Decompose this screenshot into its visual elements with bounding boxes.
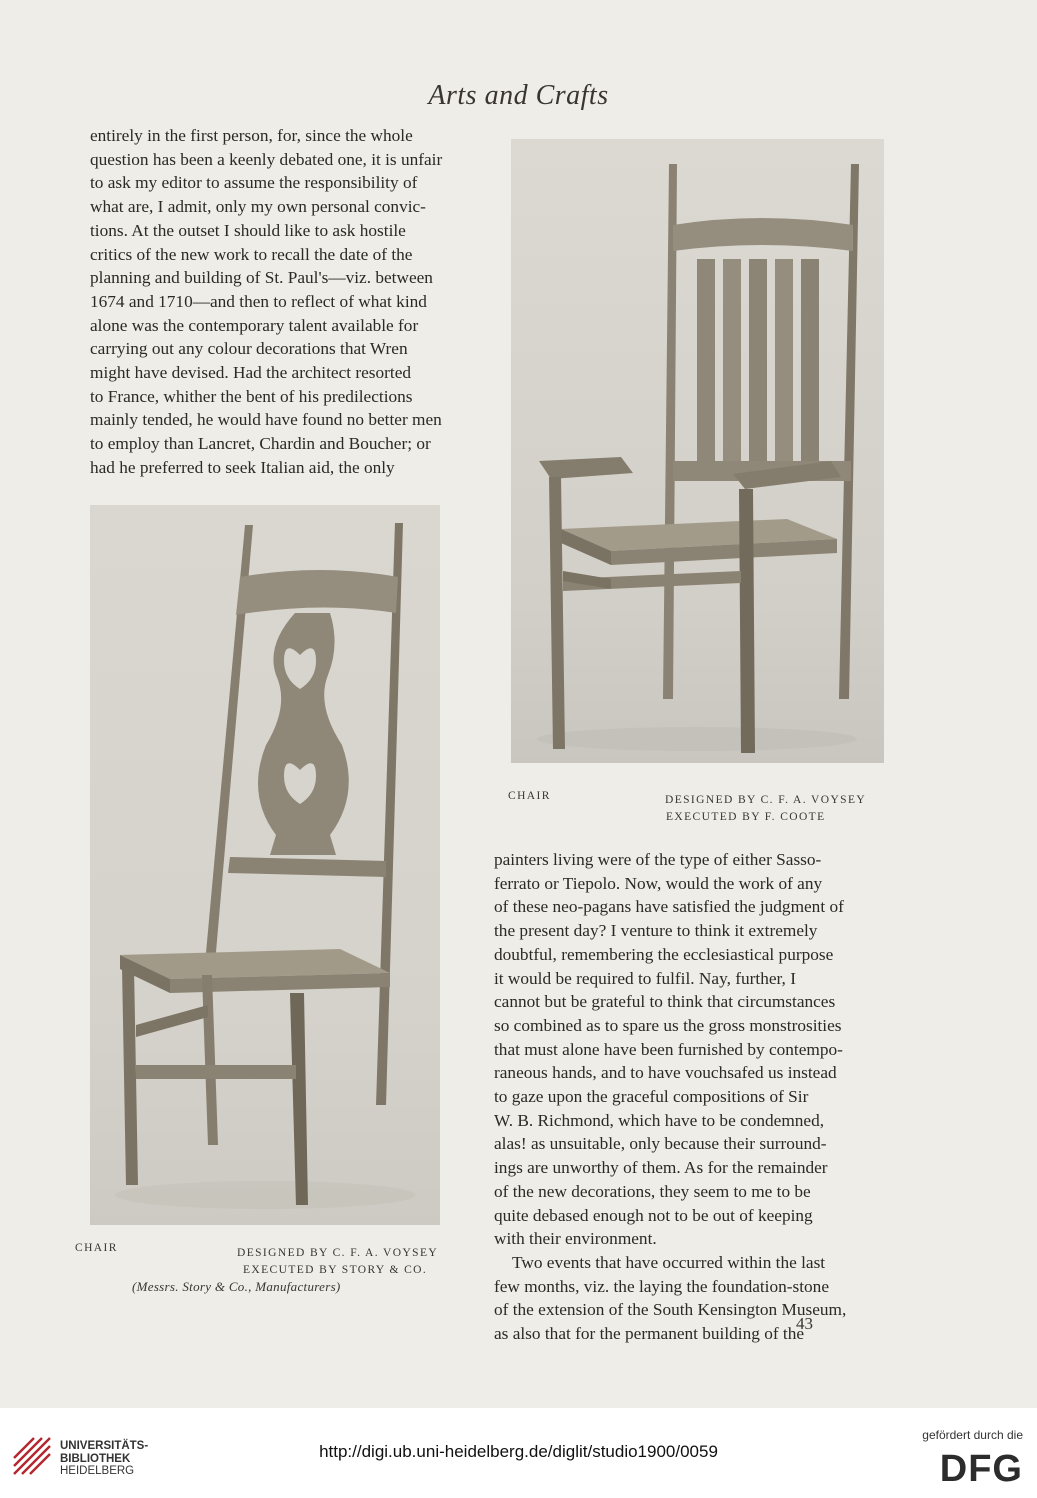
text-line: 1674 and 1710—and then to reflect of what kind <box>90 291 427 311</box>
right-text-column <box>494 848 872 1346</box>
text-line: W. B. Richmond, which have to be condemned, <box>494 1110 825 1130</box>
text-line: it would be required to fulfil. Nay, further, I <box>494 968 796 988</box>
text-line: tions. At the outset I should like to ask hostile <box>90 220 406 240</box>
text-line: entirely in the first person, for, since the whole <box>90 126 413 145</box>
text-line: mainly tended, he would have found no better men <box>90 410 442 430</box>
text-line: critics of the new work to recall the date of the <box>90 244 413 264</box>
armchair-photo <box>511 139 884 763</box>
text-line: raneous hands, and to have vouchsafed us instead <box>494 1063 837 1083</box>
figure-caption-credit: (Messrs. Story & Co., Manufacturers) <box>132 1279 341 1294</box>
text-line: alone was the contemporary talent available for <box>90 315 419 335</box>
figure-caption-designer: DESIGNED BY C. F. A. VOYSEY <box>665 794 867 806</box>
text-line: to employ than Lancret, Chardin and Boucher; or <box>90 434 431 454</box>
figure-caption-designer: DESIGNED BY C. F. A. VOYSEY <box>237 1247 439 1259</box>
text-line: of the new decorations, they seem to me to be <box>494 1181 811 1201</box>
text-line: doubtful, remembering the ecclesiastical purpose <box>494 944 834 964</box>
text-line: Two events that have occurred within the last <box>512 1252 826 1272</box>
text-line: had he preferred to seek Italian aid, the only <box>90 457 395 477</box>
text-line: the present day? I venture to think it extremely <box>494 921 818 941</box>
dfg-logo: DFG <box>939 1448 1023 1490</box>
text-line: to ask my editor to assume the responsibility of <box>90 173 418 193</box>
page-title: Arts and Crafts <box>428 80 609 111</box>
text-line: cannot but be grateful to think that circumstances <box>494 992 836 1012</box>
figure-caption-label: CHAIR <box>75 1242 118 1254</box>
text-line: of the extension of the South Kensington Museum, <box>494 1300 847 1320</box>
text-line: ferrato or Tiepolo. Now, would the work of any <box>494 873 823 893</box>
library-name: UNIVERSITÄTS- BIBLIOTHEK HEIDELBERG <box>60 1440 149 1477</box>
text-line: question has been a keenly debated one, it is unfair <box>90 149 443 169</box>
text-line: alas! as unsuitable, only because their surround- <box>494 1134 827 1154</box>
text-line: with their environment. <box>494 1229 657 1249</box>
text-line: what are, I admit, only my own personal convic- <box>90 197 426 217</box>
figure-caption-label: CHAIR <box>508 790 551 802</box>
source-url-link[interactable]: http://digi.ub.uni-heidelberg.de/diglit/studio1900/0059 <box>319 1442 718 1461</box>
text-line: that must alone have been furnished by contempo- <box>494 1039 843 1059</box>
figure-caption-maker: EXECUTED BY F. COOTE <box>666 811 826 823</box>
text-line: to gaze upon the graceful compositions of Sir <box>494 1087 809 1107</box>
text-line: of these neo-pagans have satisfied the judgment of <box>494 897 844 917</box>
text-line: to France, whither the bent of his predilections <box>90 386 413 406</box>
text-line: painters living were of the type of either Sasso- <box>494 850 822 869</box>
high-back-chair-photo <box>90 505 440 1225</box>
page-number: 43 <box>796 1314 813 1333</box>
text-line: ings are unworthy of them. As for the remainder <box>494 1158 828 1178</box>
text-line: carrying out any colour decorations that Wren <box>90 339 408 359</box>
text-line: quite debased enough not to be out of keeping <box>494 1205 813 1225</box>
text-line: might have devised. Had the architect resorted <box>90 363 412 383</box>
figure-caption-maker: EXECUTED BY STORY & CO. <box>243 1264 428 1276</box>
digitization-footer <box>0 1408 1037 1498</box>
text-line: few months, viz. the laying the foundation-stone <box>494 1276 829 1296</box>
text-line: as also that for the permanent building of the <box>494 1324 805 1344</box>
text-line: so combined as to spare us the gross monstrosities <box>494 1015 842 1035</box>
left-text-column <box>90 124 475 480</box>
text-line: planning and building of St. Paul's—viz. between <box>90 268 433 288</box>
funding-note: gefördert durch die <box>922 1428 1023 1442</box>
